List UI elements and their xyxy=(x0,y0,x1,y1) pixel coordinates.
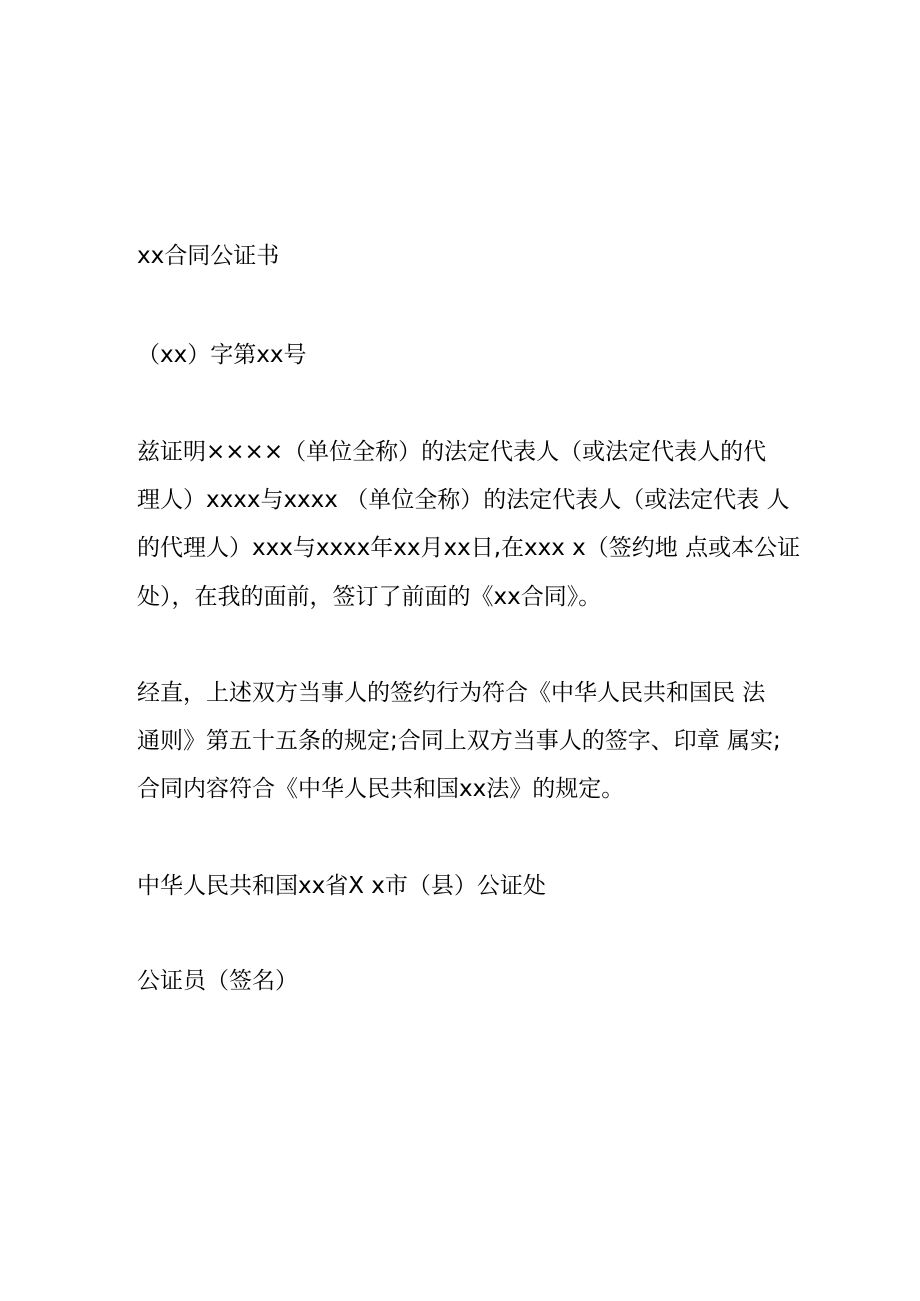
document-number: （xx）字第xx号 xyxy=(137,342,307,368)
notary-signature-label: 公证员（签名） xyxy=(137,968,298,994)
paragraph-line: 的代理人）xxx与xxxx年xx月xx日,在xxx x（签约地 点或本公证 xyxy=(137,535,801,561)
paragraph-line: 兹证明××××（单位全称）的法定代表人（或法定代表人的代 xyxy=(137,439,767,465)
paragraph-line: 合同内容符合《中华人民共和国xx法》的规定。 xyxy=(137,776,625,802)
paragraph-line: 经直，上述双方当事人的签约行为符合《中华人民共和国民 法 xyxy=(137,680,766,706)
paragraph-line: 理人）xxxx与xxxx （单位全称）的法定代表人（或法定代表 人 xyxy=(137,487,790,513)
paragraph-line: 处），在我的面前，签订了前面的《xx合同》。 xyxy=(137,584,602,610)
paragraph-line: 通则》第五十五条的规定;合同上双方当事人的签字、印章 属实; xyxy=(137,728,781,754)
document-title: xx合同公证书 xyxy=(137,243,280,269)
notary-office: 中华人民共和国xx省X x市（县）公证处 xyxy=(137,873,546,899)
